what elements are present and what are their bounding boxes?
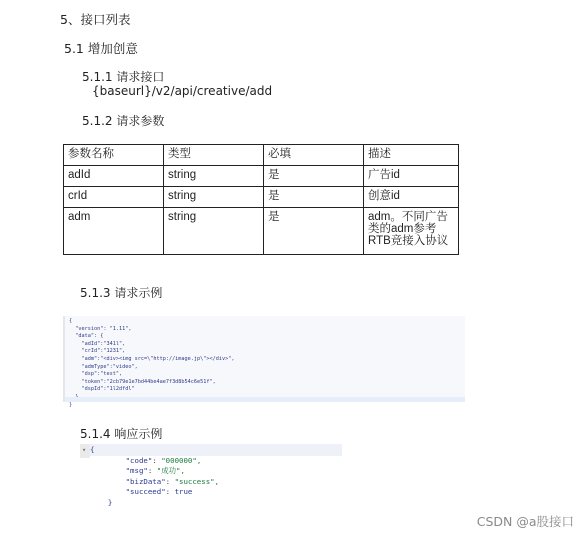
code-block-footer [65,397,465,402]
code-line: "dspId":"1l2dfdl" [69,386,135,393]
code-line: "crId":"1231", [69,348,126,355]
code-line: "dsp":"test", [69,371,123,378]
subsection-heading-add-creative: 5.1 增加创意 [64,41,138,56]
code-line: "admType":"video", [69,363,138,370]
table-cell: 广告id [364,166,459,187]
table-cell: adm。不同广告类的adm参考RTB竞接入协议 [364,208,459,255]
response-example-code-block [80,444,342,524]
fold-arrow-icon[interactable]: ▾ [82,446,87,454]
table-cell: string [164,166,264,187]
table-row [64,208,459,255]
endpoint-url: {baseurl}/v2/api/creative/add [92,84,273,98]
code-line: "code": "000000", [125,455,202,465]
params-table [63,144,459,255]
code-line: "msg": "成功", [125,466,185,476]
code-line: "version": "1.11", [69,325,132,332]
json-value: "成功", [156,466,185,476]
code-line: "adm":"<div><img src=\"http://image.jp\"></div>", [69,355,235,362]
code-line: { [69,318,73,324]
json-key: "succeed" [125,487,166,497]
json-value: "success", [174,476,220,486]
code-line: "succeed": true [125,487,193,497]
code-lines [69,318,465,409]
table-row [64,166,459,187]
table-cell: string [164,208,264,255]
table-cell: adm [64,208,164,255]
table-cell: adId [64,166,164,187]
watermark: CSDN @a股接口 [476,514,574,529]
heading-request-example: 5.1.3 请求示例 [80,286,163,300]
table-header-cell: 必填 [264,145,364,166]
heading-response-example: 5.1.4 响应示例 [80,427,163,441]
section-heading: 5、接口列表 [60,12,131,27]
closing-brace: } [107,497,113,507]
table-header-cell: 类型 [164,145,264,166]
heading-request-params: 5.1.2 请求参数 [82,114,165,128]
code-line: "data": { [69,333,104,340]
code-line: "token":"2cb79e1e7bd44be4ae7f3d8b54c6e51f", [69,378,216,385]
table-header-cell: 描述 [364,145,459,166]
heading-request-url: 5.1.1 请求接口 [82,70,165,84]
code-line: { [90,445,95,454]
table-cell: 是 [264,208,364,255]
code-line [90,498,219,509]
table-header-row [64,145,459,166]
json-value: "000000", [161,455,202,465]
table-cell: 是 [264,187,364,208]
table-cell: crId [64,187,164,208]
table-row [64,187,459,208]
table-cell: 是 [264,166,364,187]
json-value: true [174,487,193,497]
request-example-code-block [63,316,465,408]
code-line: "bizData": "success", [125,476,220,486]
table-header-cell: 参数名称 [64,145,164,166]
table-cell: string [164,187,264,208]
json-key: "bizData" [125,476,166,486]
table-cell: 创意id [364,187,459,208]
json-key: "code" [125,455,153,465]
json-key: "msg" [125,466,148,476]
code-line: } [69,401,73,408]
code-line: "adId":"341l", [69,340,126,347]
code-lines [90,445,219,509]
